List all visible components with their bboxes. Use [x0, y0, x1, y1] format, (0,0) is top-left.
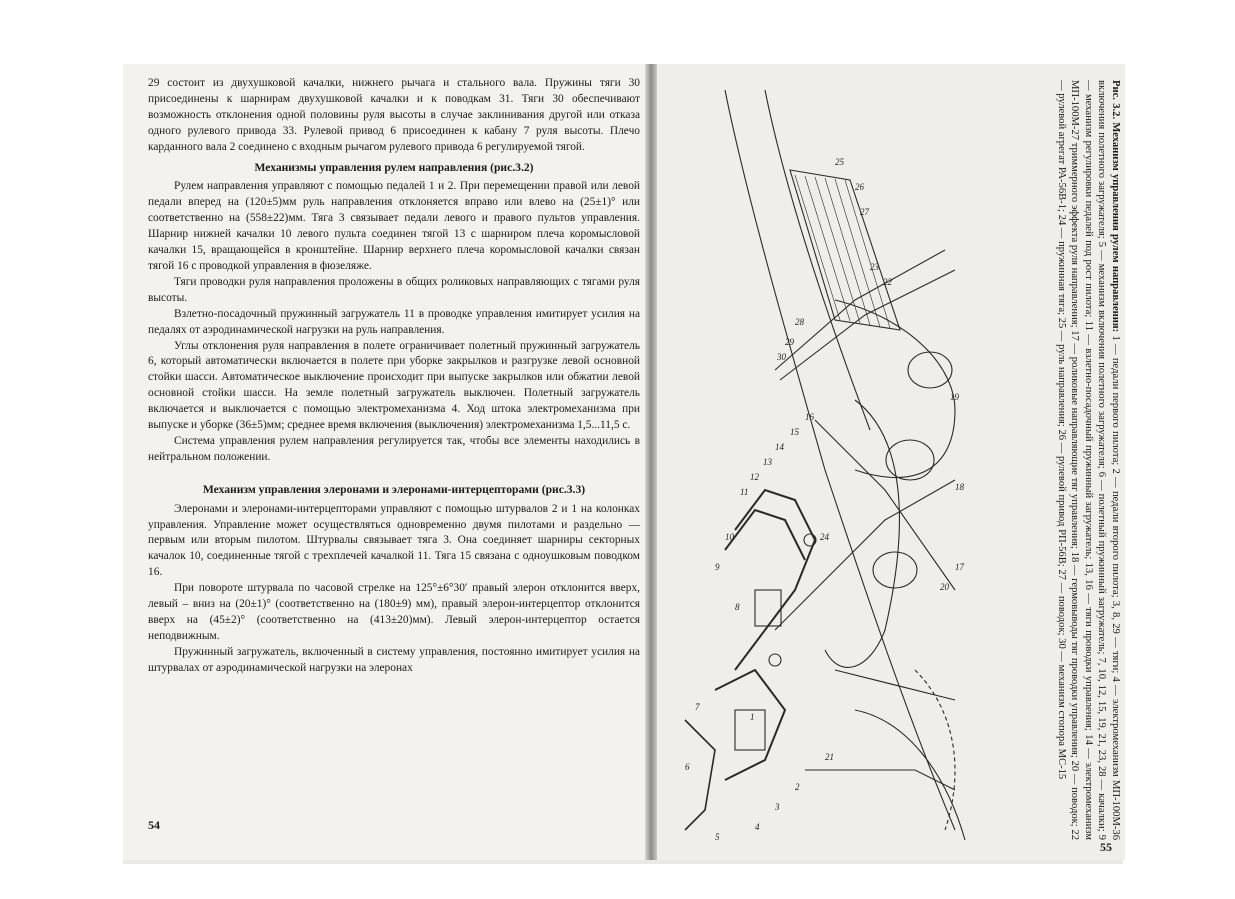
page-number-right: 55	[1100, 840, 1112, 854]
svg-text:27: 27	[860, 207, 869, 217]
svg-text:25: 25	[835, 157, 844, 167]
paragraph: Элеронами и элеронами-интерцепторами управляют с помощью штурвалов 2 и 1 на колонках управления. Управление может осуществляться одновременно двумя пилотами и раздельно — первым или вторым пилотом. Штурвалы связывает тяга 3. Она соединяет шарниры секторных качалок 10, соединенные тягой с трехплечей качалкой 11. Тяга 15 связана с одноушковым поводком 16.	[148, 502, 640, 579]
paragraph: Углы отклонения руля направления в полете ограничивает полетный пружинный загружатель 6, который автоматически включается в полете при уборке закрылков и разгрузке левой основной стойки шасси. Автоматическое выключение происходит при выпуске закрылков или обжатии левой основной стойки шасси. На земле полетный загружатель выключен. Полетный загружатель включается и выключается с помощью электромеханизма 4. Ход штока электромеханизма при выпуске и уборке (36±5)мм; среднее время включения (выключения) электромеханизма 1,5...11,5 с.	[148, 339, 640, 432]
paragraph: При повороте штурвала по часовой стрелке на 125°±6°30′ правый элерон отклонится вверх, левый – вниз на (20±1)° (соответственно на (180±9) мм), правый элерон-интерцептор отклонится вверх на (45±2)° (соответственно на (413±20)мм). Левый элерон-интерцептор остается неподвижным.	[148, 582, 640, 642]
svg-text:16: 16	[805, 412, 814, 422]
paragraph: Взлетно-посадочный пружинный загружатель 11 в проводке управления имитирует усилия на педалях от аэродинамической нагрузки на руль направления.	[148, 307, 640, 336]
svg-text:12: 12	[750, 472, 759, 482]
svg-text:4: 4	[755, 822, 760, 832]
figure-caption	[1055, 80, 1123, 840]
svg-text:15: 15	[790, 427, 799, 437]
section-heading: Механизмы управления рулем направления (рис.3.2)	[254, 160, 534, 174]
svg-text:2: 2	[795, 782, 800, 792]
svg-text:1: 1	[750, 712, 755, 722]
page-number-left: 54	[148, 818, 160, 832]
svg-text:14: 14	[775, 442, 784, 452]
svg-text:17: 17	[955, 562, 964, 572]
svg-text:10: 10	[725, 532, 734, 542]
paragraph: Тяги проводки руля направления проложены в общих роликовых направляющих с тягами руля высоты.	[148, 275, 640, 304]
svg-text:20: 20	[940, 582, 949, 592]
svg-text:23: 23	[870, 262, 879, 272]
svg-text:7: 7	[695, 702, 700, 712]
svg-text:22: 22	[883, 277, 892, 287]
engine-nacelle	[873, 552, 917, 588]
svg-text:9: 9	[715, 562, 720, 572]
svg-text:13: 13	[763, 457, 772, 467]
caption-title: Рис. 3.2. Механизм управления рулем направления:	[1110, 80, 1121, 333]
svg-text:19: 19	[950, 392, 959, 402]
svg-text:3: 3	[775, 802, 780, 812]
paragraph: Система управления рулем направления регулируется так, чтобы все элементы находились в нейтральном положении.	[148, 434, 640, 463]
rudder-control-diagram	[655, 70, 975, 850]
svg-text:8: 8	[735, 602, 740, 612]
svg-text:26: 26	[855, 182, 864, 192]
paragraph: Рулем направления управляют с помощью педалей 1 и 2. При перемещении правой или левой педали вперед на (120±5)мм руль направления отклоняется вправо или влево на (25±1)° или соответственно на (558±22)мм. Тяга 3 связывает педали левого и правого пультов управления. Шарнир нижней качалки 10 левого пульта соединен тягой 13 с шарниром плеча коромысловой качалки 15, вращающейся в кронштейне. Шарнир верхнего плеча коромысловой качалки связан тягой 16 с проводкой управления в фюзеляже.	[148, 180, 640, 272]
svg-text:21: 21	[825, 752, 834, 762]
engine-nacelle	[886, 440, 934, 480]
svg-text:28: 28	[795, 317, 804, 327]
svg-text:24: 24	[820, 532, 829, 542]
svg-text:6: 6	[685, 762, 690, 772]
section-heading: Механизм управления элеронами и элеронами-интерцепторами (рис.3.3)	[202, 482, 586, 496]
svg-text:29: 29	[785, 337, 794, 347]
svg-text:11: 11	[740, 487, 749, 497]
svg-text:18: 18	[955, 482, 964, 492]
left-page-text	[148, 76, 640, 677]
svg-text:30: 30	[777, 352, 786, 362]
caption-body: 1 — педали первого пилота; 2 — педали второго пилота; 3, 8, 29 — тяги; 4 — электромеханизм МП-100М-36 включения полетного загружателя; 5 — механизм включения полетного загружателя; 6 — полетный пружинный загружатель; 7, 10, 12, 15, 19, 21, 23, 28 — качалки; 9 — механизм регулировки педалей под рост пилота; 11 — взлетно-посадочный пружинный загружатель; 13, 16 — тяги проводки управления; 14 — электромеханизм МП-100М-27 триммерного эффекта руля направления; 17 — роликовые направляющие тяг управления; 18 — гермовыводы тяг проводки управления; 20 — поводок; 22 — рулевой агрегат РА-56В-1; 24 — пружинная тяга; 25 — руль направления; 26 — рулевой привод РП-56В; 27 — поводок; 30 — механизм стопора МС-15	[1056, 80, 1121, 840]
svg-text:5: 5	[715, 832, 720, 842]
engine-nacelle	[908, 352, 952, 388]
fuselage-section	[835, 300, 955, 478]
paragraph: Пружинный загружатель, включенный в систему управления, постоянно имитирует усилия на штурвалах от аэродинамической нагрузки на элеронах	[148, 645, 640, 674]
paragraph: 29 состоит из двухушковой качалки, нижнего рычага и стального вала. Пружины тяги 30 присоединены к шарнирам двухушковой качалки и к поводкам 31. Тяги 30 обеспечивают возможность отклонения одной половины руля высоты в случае заклинивания другой или отказа одного рулевого привода 33. Рулевой привод 6 присоединен к кабану 7 руля высоты. Плечо карданного вала 2 соединено с входным рычагом рулевого привода 6 регулируемой тягой.	[148, 77, 640, 153]
figure-caption-container	[982, 80, 1122, 840]
fuselage-outline	[725, 90, 955, 830]
